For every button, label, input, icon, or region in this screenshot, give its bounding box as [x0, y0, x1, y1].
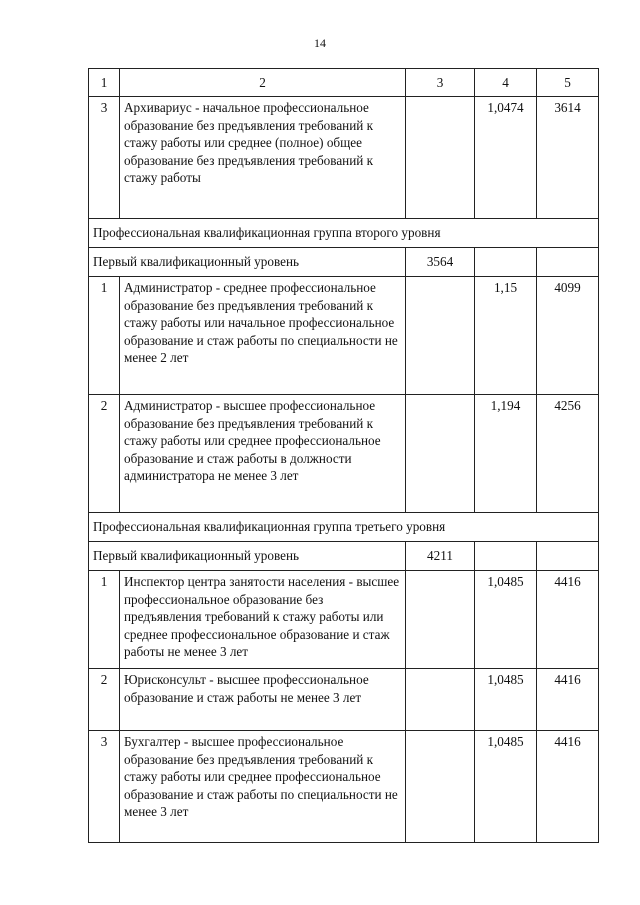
row-number: 2: [89, 669, 120, 731]
coefficient-cell: 1,0485: [475, 731, 537, 843]
level-heading: Первый квалификационный уровень: [89, 542, 406, 571]
group-heading: Профессиональная квалификационная группа третьего уровня: [89, 513, 599, 542]
coefficient-cell: 1,0474: [475, 97, 537, 219]
base-salary-cell: [406, 571, 475, 669]
base-salary-cell: 3564: [406, 248, 475, 277]
header-cell: 3: [406, 69, 475, 97]
base-salary-cell: 4211: [406, 542, 475, 571]
table-row: [89, 571, 599, 669]
salary-cell: 4256: [537, 395, 599, 513]
group-heading-row: [89, 513, 599, 542]
base-salary-cell: [406, 97, 475, 219]
coefficient-cell: 1,0485: [475, 669, 537, 731]
level-row: [89, 248, 599, 277]
salary-cell: [537, 248, 599, 277]
position-description: Архивариус - начальное профессиональное образование без предъявления требований к стажу работы или среднее (полное) общее образование без предъявления требований к стажу работы: [120, 97, 406, 219]
base-salary-cell: [406, 395, 475, 513]
position-description: Юрисконсульт - высшее профессиональное образование и стаж работы не менее 3 лет: [120, 669, 406, 731]
row-number: 2: [89, 395, 120, 513]
position-description: Администратор - высшее профессиональное образование без предъявления требований к стажу работы или среднее профессиональное образование и стаж работы в должности администратора не менее 3 лет: [120, 395, 406, 513]
level-heading: Первый квалификационный уровень: [89, 248, 406, 277]
row-number: 1: [89, 571, 120, 669]
header-cell: 1: [89, 69, 120, 97]
base-salary-cell: [406, 277, 475, 395]
salary-cell: 3614: [537, 97, 599, 219]
salary-cell: 4416: [537, 731, 599, 843]
position-description: Администратор - среднее профессиональное образование без предъявления требований к стажу работы или начальное профессиональное образование и стаж работы по специальности не менее 2 лет: [120, 277, 406, 395]
row-number: 3: [89, 97, 120, 219]
coefficient-cell: 1,0485: [475, 571, 537, 669]
table-row: [89, 731, 599, 843]
salary-cell: 4099: [537, 277, 599, 395]
table-row: [89, 669, 599, 731]
level-row: [89, 542, 599, 571]
coefficient-cell: 1,15: [475, 277, 537, 395]
base-salary-cell: [406, 731, 475, 843]
page-number: 14: [314, 36, 326, 50]
table-header-row: [89, 69, 599, 97]
base-salary-cell: [406, 669, 475, 731]
salary-cell: [537, 542, 599, 571]
table-row: [89, 97, 599, 219]
salary-cell: 4416: [537, 669, 599, 731]
table-row: [89, 277, 599, 395]
position-description: Бухгалтер - высшее профессиональное образование без предъявления требований к стажу работы или среднее профессиональное образование и стаж работы по специальности не менее 3 лет: [120, 731, 406, 843]
row-number: 3: [89, 731, 120, 843]
header-cell: 2: [120, 69, 406, 97]
coefficient-cell: 1,194: [475, 395, 537, 513]
group-heading: Профессиональная квалификационная группа второго уровня: [89, 219, 599, 248]
header-cell: 4: [475, 69, 537, 97]
row-number: 1: [89, 277, 120, 395]
group-heading-row: [89, 219, 599, 248]
qualification-table: [88, 68, 599, 843]
table-row: [89, 395, 599, 513]
header-cell: 5: [537, 69, 599, 97]
position-description: Инспектор центра занятости населения - высшее профессиональное образование без предъявления требований к стажу работы или среднее профессиональное образование и стаж работы не менее 3 лет: [120, 571, 406, 669]
salary-cell: 4416: [537, 571, 599, 669]
coefficient-cell: [475, 248, 537, 277]
coefficient-cell: [475, 542, 537, 571]
